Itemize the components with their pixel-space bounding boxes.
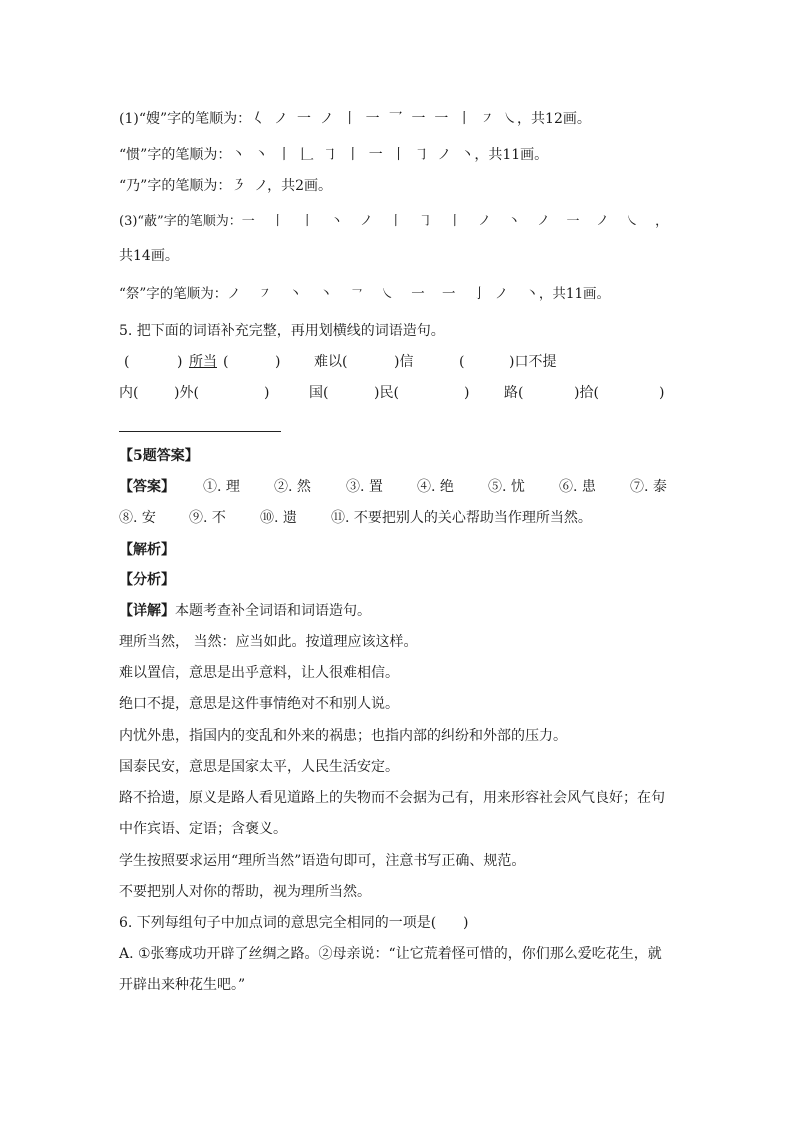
answer-item: ⑧. 安 xyxy=(119,510,156,526)
word-nanyi: 难以( xyxy=(314,354,348,370)
explanation-line: 难以置信，意思是出乎意料，让人很难相信。 xyxy=(119,665,399,681)
answer-item: ④. 绝 xyxy=(417,479,454,495)
word-koubuti: )口不提 xyxy=(509,354,557,370)
word-min: )民( xyxy=(374,385,399,401)
question-6-option-a: A. ①张骞成功开辟了丝绸之路。②母亲说：“让它荒着怪可惜的，你们那么爱吃花生，就 xyxy=(119,946,662,962)
answer-item: ②. 然 xyxy=(274,479,311,495)
explanation-line: 绝口不提，意思是这件事情绝对不和别人说。 xyxy=(119,696,399,712)
word-nei: 内( xyxy=(119,385,139,401)
answer-item: ⑦. 泰 xyxy=(630,479,667,495)
explanation-line: 不要把别人对你的帮助，视为理所当然。 xyxy=(119,884,371,900)
question-6-option-a-cont: 开辟出来种花生吧。” xyxy=(119,977,246,993)
explanation-line: 国泰民安，意思是国家太平，人民生活安定。 xyxy=(119,759,399,775)
stroke-line-bi-count: 共14画。 xyxy=(119,248,179,264)
answer-item: ③. 置 xyxy=(346,479,383,495)
word-shi: )拾( xyxy=(574,385,599,401)
q5-fill-row-2 xyxy=(119,383,679,403)
answer-item: ⑪. 不要把别人的关心帮助当作理所当然。 xyxy=(331,510,592,526)
detail-line xyxy=(119,601,371,621)
word-wai: )外( xyxy=(174,385,199,401)
word-guo: 国( xyxy=(309,385,329,401)
word-lu: 路( xyxy=(504,385,524,401)
separator-line xyxy=(119,431,281,432)
word-xin: )信 xyxy=(394,354,414,370)
answer-row-1 xyxy=(119,477,679,497)
blank-close: ) xyxy=(275,354,281,370)
stroke-line-ji: “祭”字的笔顺为：ノ ㇇ 丶 丶 ㇖ ㇏ 一 一 亅 ノ 丶，共11画。 xyxy=(119,286,611,302)
answer-item: ⑥. 患 xyxy=(559,479,596,495)
q5-fill-row-1 xyxy=(119,352,679,372)
detail-text: 本题考查补全词语和词语造句。 xyxy=(175,603,371,619)
stroke-line-bi: (3)“蔽”字的笔顺为：一 丨 丨 丶 ノ 丨 ㇆ 丨 ノ 丶 ノ 一 ノ ㇏ ， xyxy=(119,214,669,229)
explanation-line: 内忧外患，指国内的变乱和外来的祸患；也指内部的纠纷和外部的压力。 xyxy=(119,728,567,744)
answer-item: ①. 理 xyxy=(203,479,240,495)
answer-item: ⑤. 忧 xyxy=(488,479,525,495)
answer-item: ⑩. 遗 xyxy=(260,510,297,526)
answer-item: ⑨. 不 xyxy=(189,510,226,526)
blank-close: ) xyxy=(464,385,470,401)
answer-row-2 xyxy=(119,508,679,528)
analysis-header: 【解析】 xyxy=(119,542,175,558)
stroke-line-nai: “乃”字的笔顺为：㇋ ノ，共2画。 xyxy=(119,178,333,194)
explanation-line: 理所当然， 当然：应当如此。按道理应该这样。 xyxy=(119,634,418,650)
stroke-line-guan: “惯”字的笔顺为：丶 丶 丨 𠃊 ㇆ 丨 一 丨 ㇆ ノ 丶，共11画。 xyxy=(119,147,549,163)
blank-close: ) xyxy=(659,385,665,401)
answer-header: 【5题答案】 xyxy=(119,448,199,464)
stroke-line-sao: (1)“嫂”字的笔顺为：𡿨 ノ 一 ノ 丨 一 乛 一 一 丨 ㇇ ㇏，共12画。 xyxy=(119,111,591,127)
blank-open: ( xyxy=(124,354,130,370)
blank-open: ( xyxy=(223,354,229,370)
detail-label: 【详解】 xyxy=(119,603,175,619)
underlined-word: 所当 xyxy=(189,354,217,370)
answer-label: 【答案】 xyxy=(119,479,175,495)
explanation-line: 路不拾遗，原义是路人看见道路上的失物而不会据为己有，用来形容社会风气良好；在句 xyxy=(119,790,665,806)
question-6-prompt: 6. 下列每组句子中加点词的意思完全相同的一项是( ) xyxy=(119,915,469,931)
explanation-line: 中作宾语、定语；含褒义。 xyxy=(119,821,287,837)
blank-close: ) xyxy=(264,385,270,401)
blank-close: ) xyxy=(177,354,183,370)
breakdown-header: 【分析】 xyxy=(119,572,175,588)
question-5-prompt: 5. 把下面的词语补充完整，再用划横线的词语造句。 xyxy=(119,323,445,339)
blank-open: ( xyxy=(459,354,465,370)
explanation-line: 学生按照要求运用“理所当然”语造句即可，注意书写正确、规范。 xyxy=(119,853,526,869)
